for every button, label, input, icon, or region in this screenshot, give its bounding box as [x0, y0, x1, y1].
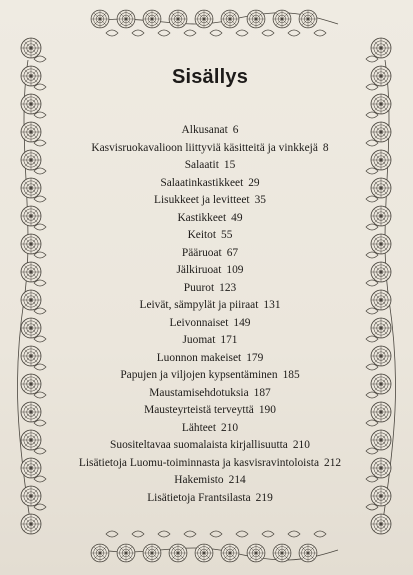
flower-icon	[21, 290, 41, 310]
flower-icon	[371, 122, 391, 142]
toc-entry	[60, 262, 360, 280]
flower-icon	[371, 290, 391, 310]
flower-icon	[371, 430, 391, 450]
flower-icon	[371, 178, 391, 198]
flower-icon	[371, 318, 391, 338]
toc-entry	[60, 472, 360, 490]
toc-entry-page: 15	[223, 159, 236, 171]
flower-icon	[371, 374, 391, 394]
flower-icon	[371, 458, 391, 478]
flower-icon	[371, 206, 391, 226]
leaf-icon	[210, 30, 222, 36]
flower-icon	[299, 10, 317, 28]
flower-icon	[371, 94, 391, 114]
toc-entry-label: Maustamisehdotuksia	[149, 386, 249, 399]
toc-list	[60, 122, 360, 507]
toc-entry	[60, 280, 360, 298]
toc-entry-page: 8	[322, 141, 329, 154]
flower-icon	[91, 10, 109, 28]
toc-entry-label: Lisätietoja Frantsilasta	[147, 491, 251, 504]
toc-entry	[60, 227, 360, 245]
toc-entry	[60, 157, 360, 175]
toc-entry	[60, 245, 360, 263]
toc-entry-page: 123	[219, 281, 237, 294]
leaf-icon	[236, 30, 248, 36]
toc-entry	[60, 210, 360, 228]
flower-icon	[21, 374, 41, 394]
toc-entry-page: 55	[221, 229, 233, 241]
toc-entry-label: Jälkiruoat	[176, 264, 222, 276]
leaf-icon	[314, 30, 326, 36]
flower-icon	[21, 66, 41, 86]
flower-icon	[247, 10, 265, 28]
flower-icon	[371, 346, 391, 366]
toc-entry-page: 149	[233, 316, 251, 329]
flower-icon	[371, 514, 391, 534]
toc-entry-page: 185	[282, 369, 300, 381]
leaf-icon	[262, 30, 274, 36]
leaf-icon	[184, 30, 196, 36]
toc-entry-page: 29	[248, 176, 260, 189]
flower-icon	[273, 10, 291, 28]
toc-entry-page: 131	[263, 299, 281, 311]
toc-entry-label: Lähteet	[181, 421, 217, 434]
flower-icon	[169, 544, 187, 562]
toc-entry	[60, 367, 360, 385]
toc-entry	[60, 315, 360, 333]
toc-entry-label: Salaatit	[184, 159, 219, 171]
toc-entry-label: Kastikkeet	[177, 211, 227, 224]
toc-entry-label: Mausteyrteistä terveyttä	[144, 404, 254, 416]
leaf-icon	[158, 30, 170, 36]
flower-icon	[21, 262, 41, 282]
toc-entry-label: Papujen ja viljojen kypsentäminen	[120, 369, 278, 381]
flower-icon	[371, 66, 391, 86]
toc-entry	[60, 402, 360, 420]
page-title: Sisällys	[171, 66, 249, 88]
flower-icon	[371, 486, 391, 506]
flower-icon	[21, 122, 41, 142]
toc-entry-page: 109	[226, 264, 244, 276]
toc-entry	[60, 420, 360, 438]
flower-icon	[21, 318, 41, 338]
leaf-icon	[314, 531, 326, 537]
leaf-icon	[106, 30, 118, 36]
toc-entry-page: 6	[232, 124, 239, 136]
toc-entry	[60, 437, 360, 455]
toc-entry	[60, 297, 360, 315]
flower-icon	[117, 10, 135, 28]
toc-entry	[60, 122, 360, 140]
toc-entry-page: 190	[258, 404, 276, 416]
toc-entry-page: 210	[221, 421, 239, 434]
table-of-contents	[60, 60, 360, 504]
toc-entry-page: 214	[228, 474, 246, 486]
leaf-icon	[132, 30, 144, 36]
toc-entry-label: Hakemisto	[174, 474, 224, 486]
toc-entry-page: 187	[253, 386, 271, 399]
toc-entry-page: 219	[255, 491, 273, 504]
toc-entry-page: 179	[246, 351, 264, 364]
flower-icon	[21, 150, 41, 170]
flower-icon	[91, 544, 109, 562]
toc-entry	[60, 332, 360, 350]
toc-entry-label: Keitot	[187, 229, 217, 241]
toc-entry-label: Pääruoat	[181, 246, 222, 259]
flower-icon	[21, 178, 41, 198]
toc-entry-label: Lisätietoja Luomu-toiminnasta ja kasvisravintoloista	[78, 456, 319, 469]
flower-icon	[195, 10, 213, 28]
flower-icon	[143, 10, 161, 28]
flower-icon	[21, 38, 41, 58]
leaf-icon	[158, 531, 170, 537]
toc-entry-label: Leivonnaiset	[169, 316, 229, 329]
flower-icon	[21, 430, 41, 450]
leaf-icon	[106, 531, 118, 537]
flower-icon	[143, 544, 161, 562]
toc-entry-page: 171	[220, 334, 238, 346]
toc-entry	[60, 140, 360, 158]
toc-entry-label: Alkusanat	[181, 124, 228, 136]
toc-entry-label: Luonnon makeiset	[156, 351, 242, 364]
toc-entry-page: 67	[226, 246, 239, 259]
flower-icon	[21, 402, 41, 422]
flower-icon	[247, 544, 265, 562]
flower-icon	[371, 150, 391, 170]
flower-icon	[21, 206, 41, 226]
toc-entry-page: 212	[324, 456, 342, 469]
flower-icon	[21, 94, 41, 114]
flower-icon	[195, 544, 213, 562]
flower-icon	[221, 10, 239, 28]
flower-icon	[221, 544, 239, 562]
flower-icon	[371, 234, 391, 254]
toc-entry	[60, 455, 360, 473]
flower-icon	[21, 346, 41, 366]
leaf-icon	[236, 531, 248, 537]
toc-entry-label: Suositeltavaa suomalaista kirjallisuutta	[110, 439, 288, 451]
leaf-icon	[184, 531, 196, 537]
toc-entry-page: 210	[292, 439, 310, 451]
leaf-icon	[132, 531, 144, 537]
leaf-icon	[262, 531, 274, 537]
toc-entry	[60, 192, 360, 210]
toc-entry-label: Leivät, sämpylät ja piiraat	[139, 299, 259, 311]
toc-entry	[60, 350, 360, 368]
flower-icon	[371, 262, 391, 282]
toc-entry-label: Salaatinkastikkeet	[160, 176, 244, 189]
leaf-icon	[288, 30, 300, 36]
flower-icon	[117, 544, 135, 562]
toc-entry-label: Juomat	[182, 334, 216, 346]
toc-entry-page: 49	[231, 211, 243, 224]
flower-icon	[21, 458, 41, 478]
toc-entry-label: Lisukkeet ja levitteet	[154, 194, 250, 206]
flower-icon	[21, 234, 41, 254]
flower-icon	[169, 10, 187, 28]
toc-entry-label: Puurot	[183, 281, 215, 294]
flower-icon	[21, 514, 41, 534]
leaf-icon	[288, 531, 300, 537]
flower-icon	[21, 486, 41, 506]
flower-icon	[299, 544, 317, 562]
toc-entry-label: Kasvisruokavalioon liittyviä käsitteitä ja vinkkejä	[91, 141, 318, 154]
toc-entry	[60, 490, 360, 508]
toc-entry	[60, 385, 360, 403]
flower-icon	[371, 38, 391, 58]
flower-icon	[273, 544, 291, 562]
leaf-icon	[210, 531, 222, 537]
flower-icon	[371, 402, 391, 422]
toc-entry-page: 35	[254, 194, 266, 206]
toc-entry	[60, 175, 360, 193]
